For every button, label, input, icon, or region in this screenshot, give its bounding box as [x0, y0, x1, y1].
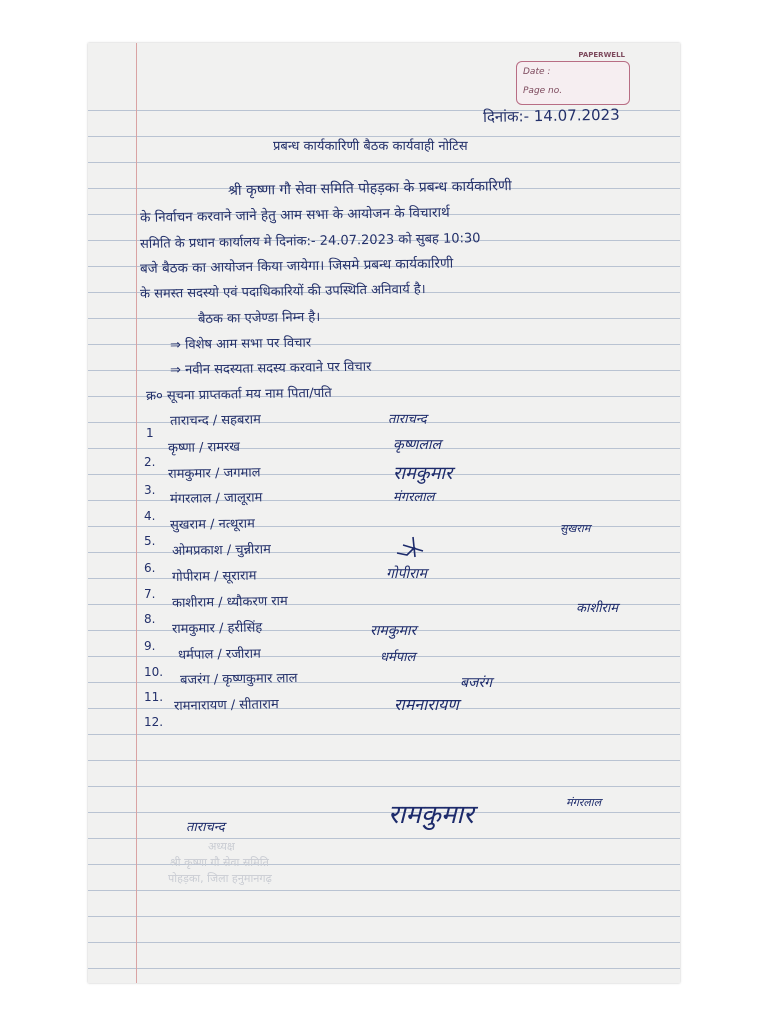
member-name: काशीराम / ध्यौकरण राम: [171, 593, 288, 611]
member-number: 11.: [144, 690, 164, 704]
member-name: कृष्णा / रामरख: [167, 439, 241, 456]
bleed-org: श्री कृष्णा गौ सेवा समिति: [170, 856, 269, 869]
bleed-place: पोहड़का, जिला हनुमानगढ़: [168, 872, 272, 885]
date-line: दिनांक:- 14.07.2023: [482, 105, 620, 126]
body-line-1: श्री कृष्णा गौ सेवा समिति पोहड़का के प्रबन्ध कार्यकारिणी: [227, 178, 512, 199]
member-name: बजरंग / कृष्णकुमार लाल: [179, 670, 298, 688]
member-signature: गोपीराम: [386, 566, 427, 582]
member-number: 4.: [144, 509, 156, 523]
footer-signature-right: मंगरलाल: [566, 796, 602, 809]
margin-line: [136, 43, 137, 983]
footer-signature-center: रामकुमार: [388, 800, 474, 830]
body-line-5: के समस्त सदस्यो एवं पदाधिकारियों की उपस्थिति अनिवार्य है।: [139, 282, 426, 302]
member-name: ताराचन्द / सहबराम: [169, 412, 262, 429]
brand-label: PAPERWELL: [578, 51, 625, 59]
member-number: 3.: [144, 483, 156, 497]
member-name: रामकुमार / जगमाल: [167, 465, 261, 482]
member-number: 7.: [144, 587, 156, 601]
member-name: ओमप्रकाश / चुन्नीराम: [171, 542, 271, 559]
body-line-2: के निर्वाचन करवाने जाने हेतु आम सभा के आयोजन के विचारार्थ: [139, 204, 450, 226]
footer-signature-left: ताराचन्द: [186, 820, 225, 835]
member-number: 12.: [144, 715, 164, 729]
member-signature: सुखराम: [560, 522, 591, 535]
body-line-4: बजे बैठक का आयोजन किया जायेगा। जिसमे प्रबन्ध कार्यकारिणी: [139, 255, 454, 277]
page-number-label: Page no.: [523, 86, 563, 96]
body-line-3: समिति के प्रधान कार्यालय मे दिनांक:- 24.07.2023 को सुबह 10:30: [139, 231, 481, 252]
member-signature: रामकुमार: [393, 463, 453, 484]
bleed-role: अध्यक्ष: [208, 840, 235, 853]
member-number: 10.: [144, 665, 164, 679]
agenda-item-2: ⇒ नवीन सदस्यता सदस्य करवाने पर विचार: [169, 359, 372, 378]
notice-title: प्रबन्ध कार्यकारिणी बैठक कार्यवाही नोटिस: [273, 139, 468, 154]
member-signature: ताराचन्द: [388, 412, 427, 427]
member-number: 6.: [144, 561, 156, 575]
member-number: 1: [146, 426, 154, 440]
notebook-page: [88, 43, 680, 983]
date-stamp-box: [516, 51, 630, 105]
member-number: 9.: [144, 639, 156, 653]
agenda-heading: बैठक का एजेण्डा निम्न है।: [197, 309, 321, 327]
member-name: सुखराम / नत्थूराम: [169, 516, 255, 533]
member-signature: मंगरलाल: [393, 490, 435, 505]
member-signature: रामकुमार: [370, 623, 417, 639]
member-signature: काशीराम: [576, 601, 619, 616]
member-name: रामकुमार / हरीसिंह: [171, 620, 263, 637]
agenda-item-1: ⇒ विशेष आम सभा पर विचार: [169, 335, 312, 353]
date-label: Date :: [523, 67, 551, 77]
member-signature: धर्मपाल: [380, 650, 416, 665]
member-number: 2.: [144, 455, 156, 469]
member-number: 8.: [144, 612, 156, 626]
table-header: क्र० सूचना प्राप्तकर्ता मय नाम पिता/पति: [145, 385, 332, 404]
member-signature: कृष्णलाल: [393, 437, 441, 453]
member-number: 5.: [144, 534, 156, 548]
member-name: रामनारायण / सीताराम: [173, 697, 279, 714]
member-name: गोपीराम / सूराराम: [171, 568, 257, 585]
member-signature: रामनारायण: [394, 695, 459, 714]
member-signature-scribble: [393, 531, 433, 561]
member-name: धर्मपाल / रजीराम: [177, 646, 261, 663]
member-name: मंगरलाल / जालूराम: [169, 490, 263, 507]
member-signature: बजरंग: [460, 675, 492, 691]
